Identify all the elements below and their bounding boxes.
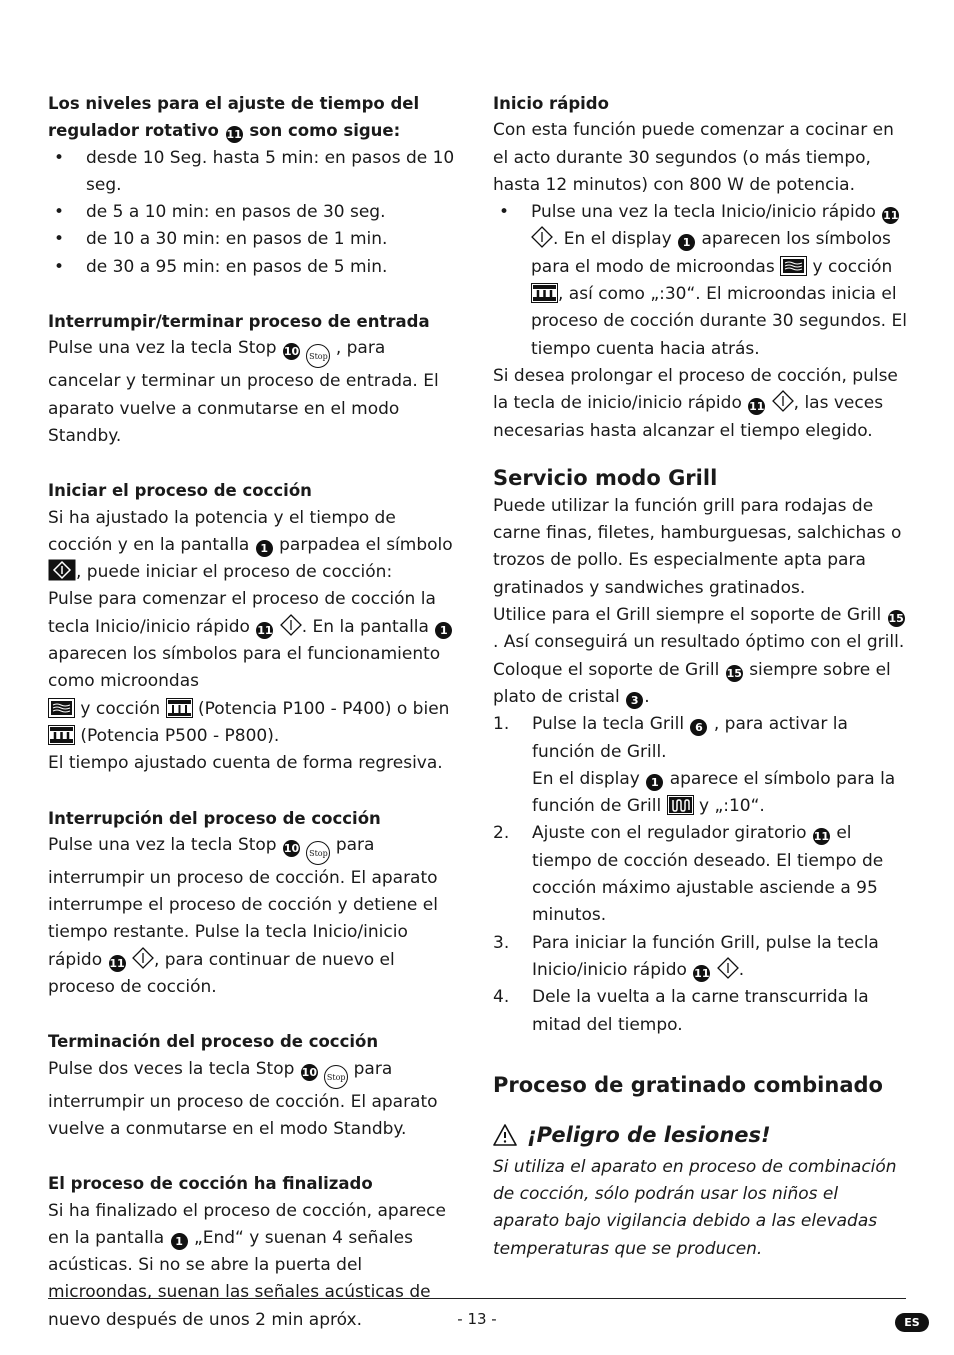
microwave-icon bbox=[48, 698, 75, 718]
list-item: • desde 10 Seg. hasta 5 min: en pasos de 10 seg. bbox=[48, 145, 462, 200]
end-cook-heading: Terminación del proceso de cocción bbox=[48, 1032, 379, 1052]
grill-heading: Servicio modo Grill bbox=[493, 465, 718, 490]
stop-icon: Stop bbox=[324, 1065, 348, 1089]
grill-steps bbox=[493, 711, 907, 1039]
language-badge: ES bbox=[895, 1313, 929, 1332]
start-diamond-icon bbox=[772, 390, 794, 412]
callout-number: 11 bbox=[226, 128, 242, 142]
grill-icon bbox=[667, 795, 694, 815]
interrupt-input-heading: Interrumpir/terminar proceso de entrada bbox=[48, 312, 430, 332]
cooking-icon bbox=[166, 698, 193, 718]
start-diamond-icon bbox=[717, 957, 739, 979]
quick-heading: Inicio rápido bbox=[493, 94, 609, 113]
interrupt-input-text: Pulse una vez la tecla Stop 10 Stop , para cancelar y terminar un proceso de entrada. El aparato vuelve a conmutarse en el modo Standby. bbox=[48, 338, 439, 446]
start-text-5: El tiempo ajustado cuenta de forma regresiva. bbox=[48, 753, 443, 774]
left-column bbox=[48, 90, 462, 1334]
finished-text: Si ha finalizado el proceso de cocción, aparece en la pantalla 1 „End“ y suenan 4 señales acústicas. Si no se abre la puerta del microondas, suenan las señales acústicas de nuevo después de unos 2 min apróx. bbox=[48, 1200, 446, 1330]
levels-list bbox=[48, 145, 462, 281]
stop-icon: Stop bbox=[306, 841, 330, 865]
finished-heading: El proceso de cocción ha finalizado bbox=[48, 1174, 373, 1194]
footer-rule bbox=[48, 1298, 906, 1299]
cooking-full-icon bbox=[48, 725, 75, 745]
list-item: 3. Para iniciar la función Grill, pulse la tecla Inicio/inicio rápido 11 . bbox=[493, 932, 879, 980]
start-symbol-icon bbox=[48, 559, 76, 581]
grill-text-2: Utilice para el Grill siempre el soporte de Grill 15. Así conseguirá un resultado óptimo con el grill. Coloque el soporte de Grill 15 siempre sobre el plato de cristal 3 . bbox=[493, 605, 905, 707]
start-diamond-icon bbox=[132, 947, 154, 969]
start-diamond-icon bbox=[531, 226, 553, 248]
list-item: 4. Dele la vuelta a la carne transcurrida la mitad del tiempo. bbox=[493, 987, 869, 1035]
start-text-2: Pulse para comenzar el proceso de cocción la tecla Inicio/inicio rápido 11 . En la pantalla 1 aparecen los símbolos para el funcionamiento como microondas bbox=[48, 586, 462, 695]
page-number: - 13 - bbox=[457, 1310, 497, 1328]
list-item: • de 5 a 10 min: en pasos de 30 seg. bbox=[48, 199, 462, 226]
quick-list bbox=[493, 199, 907, 363]
quick-text-2: Si desea prolongar el proceso de cocción, pulse la tecla de inicio/inicio rápido 11 , las veces necesarias hasta alcanzar el tiempo elegido. bbox=[493, 365, 898, 441]
list-item: • de 30 a 95 min: en pasos de 5 min. bbox=[48, 254, 462, 281]
cooking-full-icon bbox=[531, 283, 558, 303]
start-text-4: (Potencia P500 - P800). bbox=[48, 723, 462, 750]
microwave-icon bbox=[780, 256, 807, 276]
interrupt-cook-text: Pulse una vez la tecla Stop 10 Stop para interrumpir un proceso de cocción. El aparato interrumpe el proceso de cocción y detiene el tiempo restante. Pulse la tecla Inicio/inicio rápido 11 , para continuar de nuevo el proceso de cocción. bbox=[48, 834, 438, 998]
interrupt-cook-heading: Interrupción del proceso de cocción bbox=[48, 808, 381, 828]
stop-icon: Stop bbox=[306, 344, 330, 368]
list-item: • de 10 a 30 min: en pasos de 1 min. bbox=[48, 226, 462, 253]
quick-text: Con esta función puede comenzar a cocinar en el acto durante 30 segundos (o más tiempo, hasta 12 minutos) con 800 W de potencia. bbox=[493, 120, 894, 195]
levels-heading: Los niveles para el ajuste de tiempo del regulador rotativo 11 son como sigue: bbox=[48, 94, 420, 142]
warning-icon bbox=[493, 1124, 517, 1146]
list-item: • Pulse una vez la tecla Inicio/inicio rápido 11 . En el display 1 aparecen los símbolos para el modo de microondas y cocción , así como „:30“. El microondas inicia el proceso de cocción durante 30 segundos. El tiempo cuenta hacia atrás. bbox=[493, 199, 907, 363]
warning-text: Si utiliza el aparato en proceso de combinación de cocción, sólo podrán usar los niños el aparato bajo vigilancia debido a las elevadas temperaturas que se producen. bbox=[493, 1156, 897, 1259]
list-item: 2. Ajuste con el regulador giratorio 11 el tiempo de cocción deseado. El tiempo de cocción máximo ajustable asciende a 95 minutos. bbox=[493, 823, 884, 926]
warning-heading: ¡Peligro de lesiones! bbox=[493, 1120, 907, 1150]
list-item: 1. Pulse la tecla Grill 6 , para activar la función de Grill. En el display 1 aparece el símbolo para la función de Grill y „:10“. bbox=[493, 714, 896, 817]
grill-text: Puede utilizar la función grill para rodajas de carne finas, filetes, hamburguesas, salchichas o trozos de pollo. Es especialmente apta para gratinados y sandwiches gratinados. bbox=[493, 495, 902, 598]
right-column bbox=[493, 90, 907, 1263]
start-text-3: y cocción (Potencia P100 - P400) o bien bbox=[48, 696, 462, 723]
combo-heading: Proceso de gratinado combinado bbox=[493, 1072, 883, 1097]
start-heading: Iniciar el proceso de cocción bbox=[48, 481, 312, 501]
start-text: Si ha ajustado la potencia y el tiempo de cocción y en la pantalla 1 parpadea el símbolo , puede iniciar el proceso de cocción: bbox=[48, 507, 453, 583]
start-diamond-icon bbox=[280, 614, 302, 636]
end-cook-text: Pulse dos veces la tecla Stop 10 Stop para interrumpir un proceso de cocción. El aparato vuelve a conmutarse en el modo Standby. bbox=[48, 1058, 438, 1139]
